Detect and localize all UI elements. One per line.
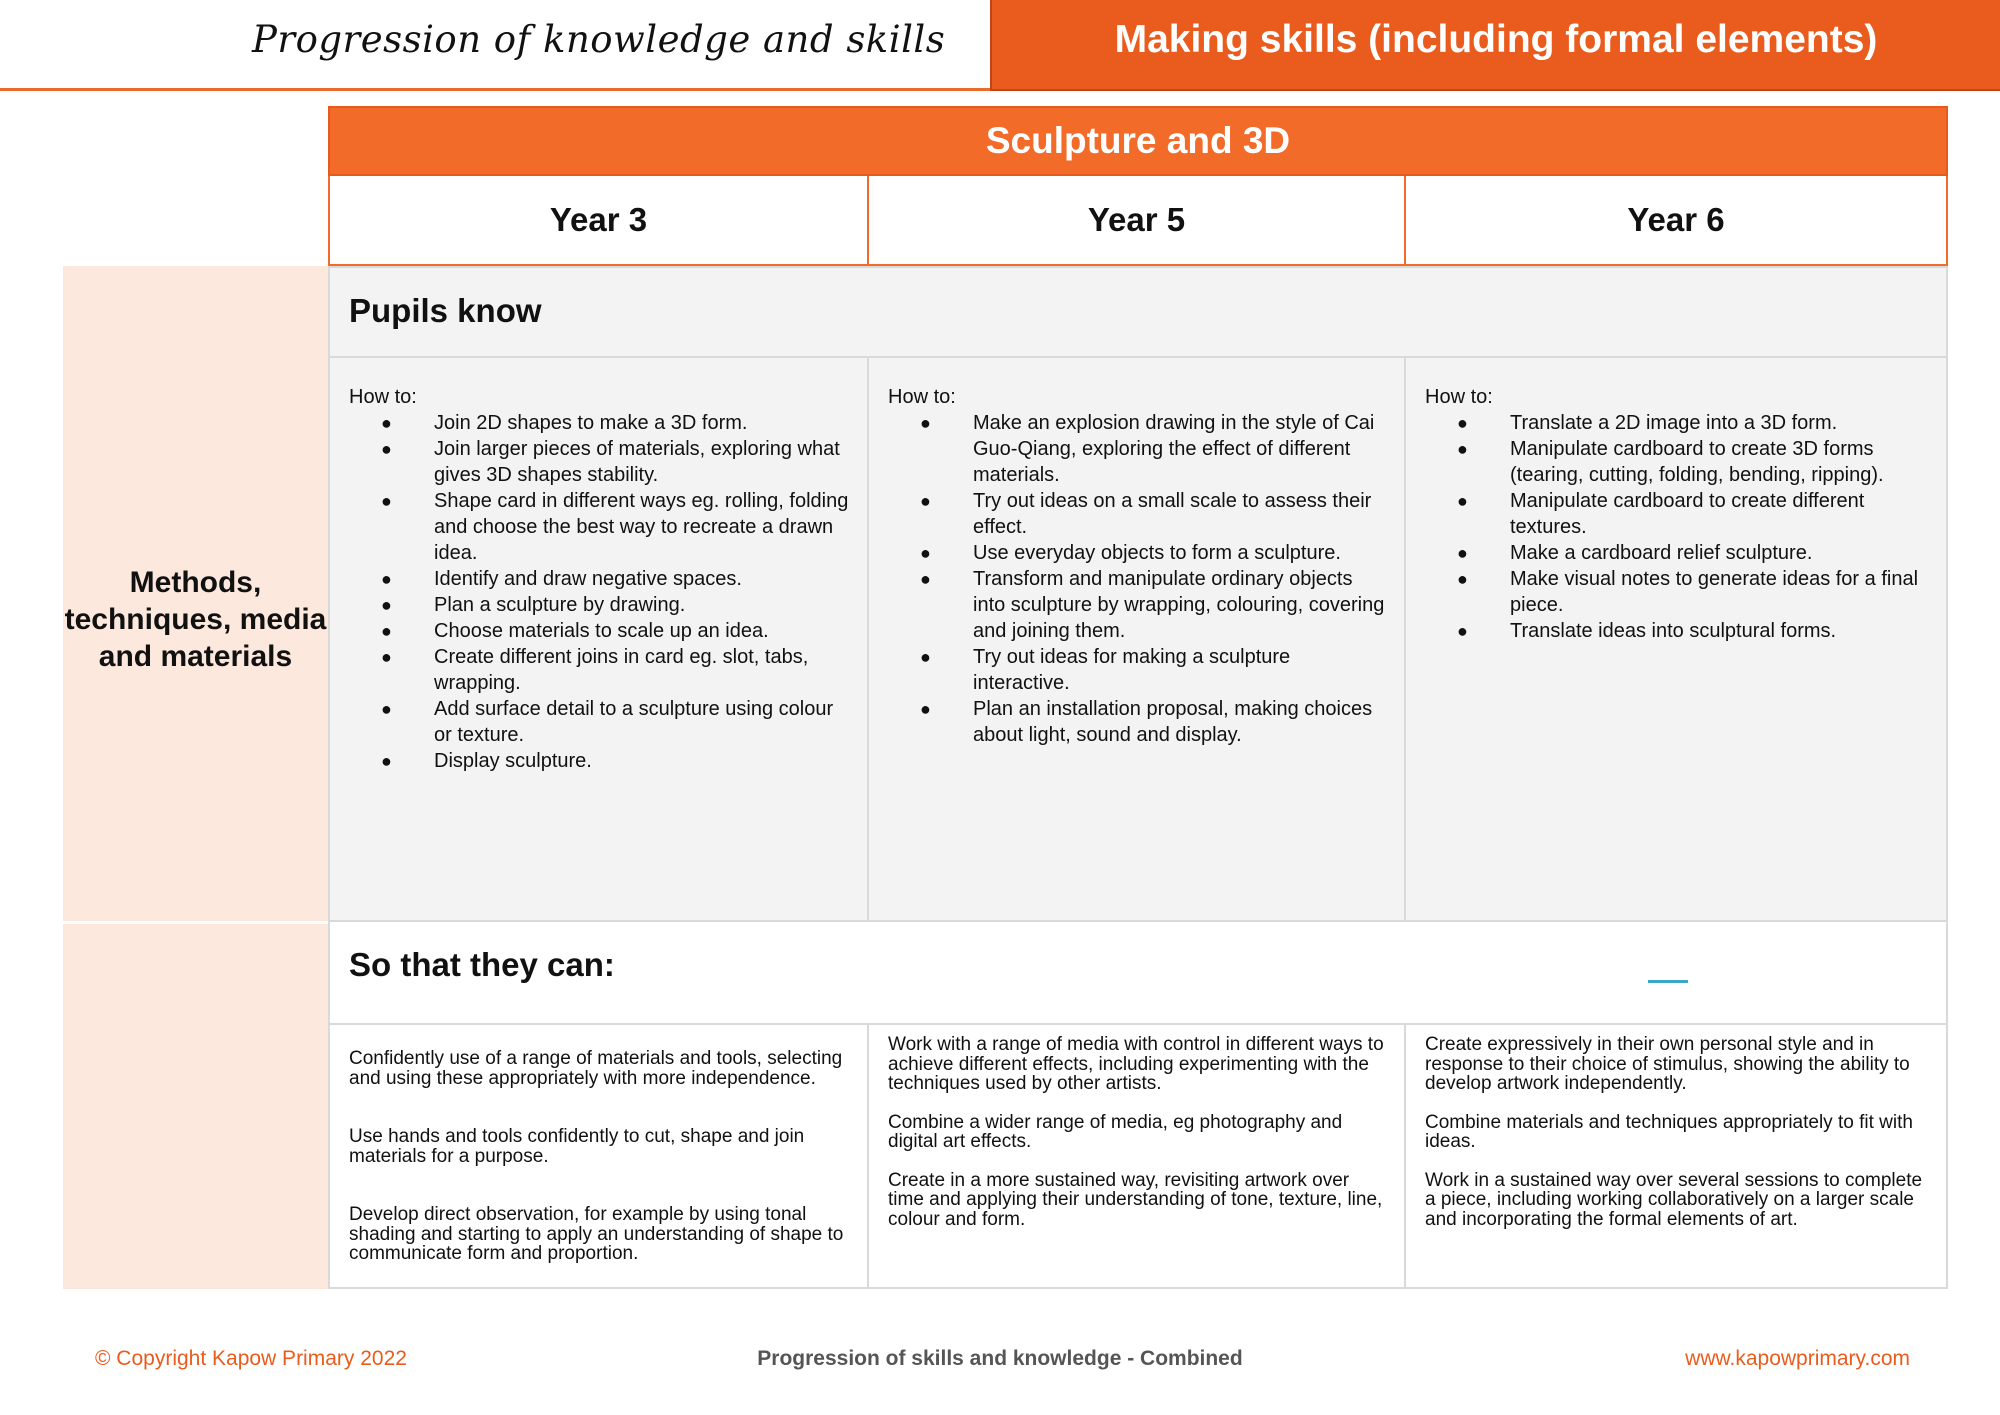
list-item-text: Choose materials to scale up an idea.: [434, 620, 769, 642]
outcome-paragraph: Create expressively in their own personal style and in response to their choice of stimulus, showing the ability to develop artwork independently.: [1425, 1034, 1910, 1094]
section-title: Making skills (including formal elements): [1114, 18, 1878, 61]
list-item: [349, 436, 867, 488]
header-right-panel: [990, 0, 2000, 91]
list-item-text: Try out ideas for making a sculpture interactive.: [973, 646, 1291, 694]
list-item-text: Create different joins in card eg. slot, tabs, wrapping.: [434, 646, 809, 694]
outcome-paragraph: Confidently use of a range of materials and tools, selecting and using these appropriately with more independence.: [349, 1048, 843, 1089]
list-item-text: Add surface detail to a sculpture using colour or texture.: [434, 698, 834, 746]
list-item-text: Make an explosion drawing in the style of Cai Guo-Qiang, exploring the effect of different materials.: [973, 412, 1375, 486]
bullet-icon: ●: [381, 699, 392, 719]
list-item: [888, 644, 1404, 696]
side-label-text: Methods, techniques, media and materials: [64, 566, 327, 673]
bullet-icon: ●: [381, 751, 392, 771]
bullet-icon: ●: [920, 491, 931, 511]
list-item: [1425, 540, 1946, 566]
outcome-paragraph: Use hands and tools confidently to cut, shape and join materials for a purpose.: [349, 1126, 805, 1167]
list-item-text: Plan an installation proposal, making choices about light, sound and display.: [973, 698, 1373, 746]
list-item: [349, 592, 867, 618]
bullet-icon: ●: [381, 595, 392, 615]
list-item: [349, 566, 867, 592]
bullet-icon: ●: [1457, 439, 1468, 459]
list-item-text: Display sculpture.: [434, 750, 592, 772]
list-item: [888, 566, 1404, 644]
so-that-year-6-cell: [1404, 1023, 1948, 1289]
so-that-year-3-cell: [328, 1023, 869, 1289]
list-item: [1425, 410, 1946, 436]
outcome-paragraph: Combine materials and techniques appropriately to fit with ideas.: [1425, 1111, 1913, 1152]
bullet-icon: ●: [1457, 413, 1468, 433]
list-item-text: Make a cardboard relief sculpture.: [1510, 542, 1813, 564]
bullet-icon: ●: [920, 699, 931, 719]
bullet-icon: ●: [381, 647, 392, 667]
list-item: [888, 540, 1404, 566]
side-label: [63, 564, 328, 675]
how-to-label: How to:: [888, 386, 956, 408]
bullet-icon: ●: [1457, 569, 1468, 589]
bullet-icon: ●: [381, 491, 392, 511]
list-item-text: Manipulate cardboard to create 3D forms (tearing, cutting, folding, bending, ripping).: [1510, 438, 1884, 486]
bullet-icon: ●: [1457, 491, 1468, 511]
list-item-text: Translate a 2D image into a 3D form.: [1510, 412, 1838, 434]
bullet-icon: ●: [381, 569, 392, 589]
bullet-icon: ●: [920, 647, 931, 667]
pupils-know-year-5-cell: [867, 356, 1406, 922]
bullet-icon: ●: [920, 413, 931, 433]
list-item-text: Make visual notes to generate ideas for a final piece.: [1510, 568, 1919, 616]
bullet-icon: ●: [1457, 543, 1468, 563]
list-item-text: Join larger pieces of materials, exploring what gives 3D shapes stability.: [434, 438, 840, 486]
topic-title: Sculpture and 3D: [985, 120, 1291, 161]
list-item-text: Try out ideas on a small scale to assess their effect.: [973, 490, 1372, 538]
list-item-text: Manipulate cardboard to create different textures.: [1510, 490, 1865, 538]
list-item: [349, 748, 867, 774]
skills-list: [888, 410, 1404, 748]
year-3-header: Year 3: [328, 176, 869, 266]
list-item-text: Identify and draw negative spaces.: [434, 568, 742, 590]
bullet-icon: ●: [1457, 621, 1468, 641]
side-column-bottom: [63, 924, 328, 1289]
outcome-paragraph: Develop direct observation, for example by using tonal shading and starting to apply an understanding of shape to communicate form and proportion.: [349, 1204, 844, 1264]
list-item: [349, 644, 867, 696]
list-item: [349, 618, 867, 644]
list-item: [888, 696, 1404, 748]
bullet-icon: ●: [381, 439, 392, 459]
footer-copyright: © Copyright Kapow Primary 2022: [95, 1347, 407, 1370]
bullet-icon: ●: [381, 413, 392, 433]
year-6-header: Year 6: [1404, 176, 1948, 266]
list-item: [888, 488, 1404, 540]
list-item: [349, 488, 867, 566]
year-5-header: Year 5: [867, 176, 1406, 266]
list-item: [349, 410, 867, 436]
pupils-know-row: [328, 266, 1948, 358]
so-that-year-5-cell: [867, 1023, 1406, 1289]
bullet-icon: ●: [920, 543, 931, 563]
list-item-text: Transform and manipulate ordinary objects into sculpture by wrapping, colouring, covering and joining them.: [973, 568, 1385, 642]
list-item: [1425, 618, 1946, 644]
list-item: [1425, 436, 1946, 488]
bullet-icon: ●: [920, 569, 931, 589]
so-that-row: [328, 920, 1948, 1025]
how-to-label: How to:: [1425, 386, 1493, 408]
list-item-text: Use everyday objects to form a sculpture.: [973, 542, 1341, 564]
topic-band: [328, 106, 1948, 176]
list-item-text: Plan a sculpture by drawing.: [434, 594, 686, 616]
skills-list: [1425, 410, 1946, 644]
outcome-paragraph: Create in a more sustained way, revisiting artwork over time and applying their understanding of tone, texture, line, colour and form.: [888, 1169, 1383, 1230]
list-item: [1425, 488, 1946, 540]
outcome-paragraph: Work in a sustained way over several sessions to complete a piece, including working collaboratively on a larger scale and incorporating the formal elements of art.: [1425, 1169, 1923, 1230]
list-item: [349, 696, 867, 748]
pupils-know-year-3-cell: [328, 356, 869, 922]
list-item-text: Join 2D shapes to make a 3D form.: [434, 412, 748, 434]
footer-url-link[interactable]: www.kapowprimary.com: [1685, 1347, 1910, 1370]
footer-center-text: Progression of skills and knowledge - Combined: [757, 1347, 1243, 1370]
list-item: [888, 410, 1404, 488]
skills-list: [349, 410, 867, 774]
pupils-know-heading: Pupils know: [349, 292, 542, 329]
outcome-paragraph: Work with a range of media with control in different ways to achieve different effects, including experimenting with the techniques used by other artists.: [888, 1034, 1384, 1094]
bullet-icon: ●: [381, 621, 392, 641]
list-item: [1425, 566, 1946, 618]
side-column-top: [63, 266, 328, 921]
header-left-panel: [0, 0, 990, 91]
dash-mark: [1648, 980, 1688, 983]
pupils-know-year-6-cell: [1404, 356, 1948, 922]
list-item-text: Shape card in different ways eg. rolling, folding and choose the best way to recreate a drawn idea.: [434, 490, 849, 564]
how-to-label: How to:: [349, 386, 417, 408]
page-title: Progression of knowledge and skills: [252, 18, 946, 61]
outcome-paragraph: Combine a wider range of media, eg photography and digital art effects.: [888, 1111, 1343, 1152]
list-item-text: Translate ideas into sculptural forms.: [1510, 620, 1837, 642]
so-that-heading: So that they can:: [349, 946, 615, 983]
